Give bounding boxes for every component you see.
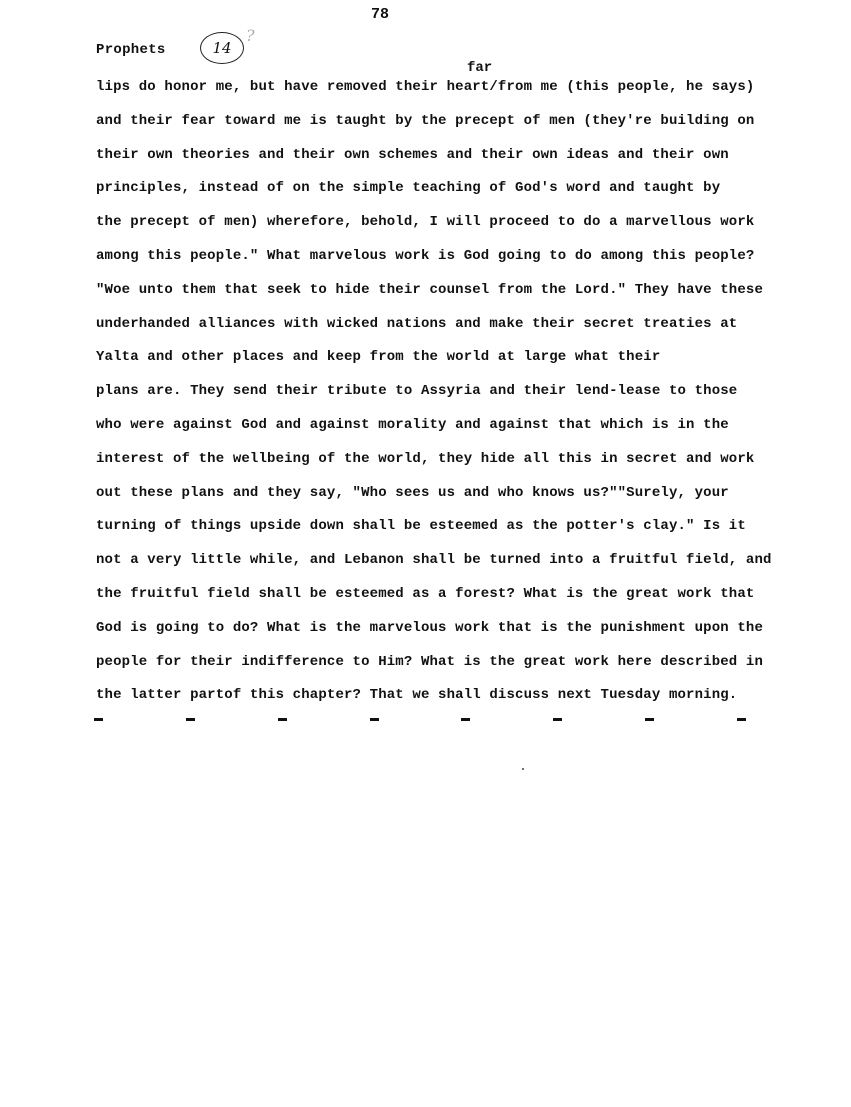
text-line: the fruitful field shall be esteemed as a forest? What is the great work that: [96, 585, 755, 602]
text-line: Yalta and other places and keep from the world at large what their: [96, 349, 661, 366]
text-line: underhanded alliances with wicked nations and make their secret treaties at: [96, 315, 738, 332]
divider-dash: [461, 718, 470, 721]
text-line: plans are. They send their tribute to Assyria and their lend-lease to those: [96, 383, 738, 400]
text-line: not a very little while, and Lebanon shall be turned into a fruitful field, and: [96, 552, 772, 569]
circled-annotation: 14: [200, 32, 244, 64]
divider-dash: [186, 718, 195, 721]
text-line: out these plans and they say, "Who sees us and who knows us?""Surely, your: [96, 484, 729, 501]
text-line: among this people." What marvelous work is God going to do among this people?: [96, 247, 755, 264]
divider-dash: [370, 718, 379, 721]
text-line: their own theories and their own schemes and their own ideas and their own: [96, 146, 729, 163]
text-line: principles, instead of on the simple teaching of God's word and taught by: [96, 180, 721, 197]
text-line: who were against God and against morality and against that which is in the: [96, 416, 729, 433]
text-line: interest of the wellbeing of the world, they hide all this in secret and work: [96, 450, 755, 467]
paper-speck: [522, 768, 524, 770]
text-line: God is going to do? What is the marvelous work that is the punishment upon the: [96, 619, 764, 636]
divider-dash: [737, 718, 746, 721]
divider-dash: [278, 718, 287, 721]
text-line: the precept of men) wherefore, behold, I will proceed to do a marvellous work: [96, 214, 755, 231]
divider-dash: [94, 718, 103, 721]
text-line: turning of things upside down shall be esteemed as the potter's clay." Is it: [96, 518, 746, 535]
text-line: people for their indifference to Him? What is the great work here described in: [96, 653, 764, 670]
divider-dash: [553, 718, 562, 721]
text-line: "Woe unto them that seek to hide their counsel from the Lord." They have these: [96, 281, 764, 298]
section-divider-dashes: [94, 718, 746, 721]
page-number: 78: [370, 6, 389, 23]
text-line: and their fear toward me is taught by the precept of men (they're building on: [96, 112, 755, 129]
text-line: lips do honor me, but have removed their heart/from me (this people, he says): [96, 79, 755, 95]
pencil-question-mark: ?: [246, 26, 255, 45]
interlinear-insert: far: [467, 60, 493, 76]
section-label: Prophets: [96, 42, 166, 58]
body-text: [96, 77, 786, 719]
text-line: the latter partof this chapter? That we shall discuss next Tuesday morning.: [96, 687, 738, 704]
divider-dash: [645, 718, 654, 721]
